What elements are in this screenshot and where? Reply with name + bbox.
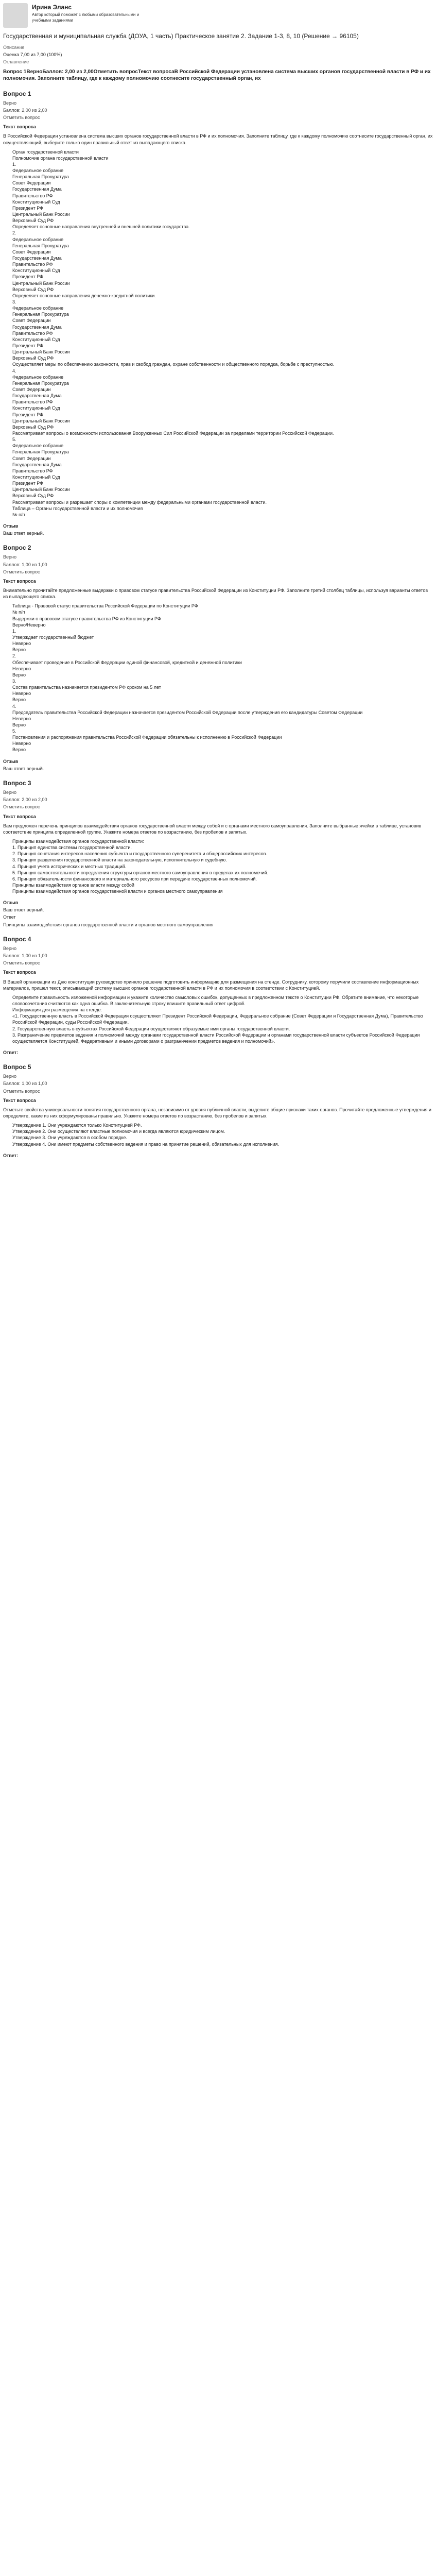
- q1-item[interactable]: Генеральная Прокуратура: [12, 449, 69, 455]
- answer-block: [3, 1049, 433, 1056]
- q2-item: Председатель правительства Российской Федерации назначается президентом Российской Федерации после утверждения его кандидатуры Советом Федерации: [12, 709, 363, 715]
- question-meta: [3, 1073, 433, 1094]
- question-3: [3, 779, 433, 928]
- question-meta: [3, 100, 433, 121]
- q1-item[interactable]: Верховный Суд РФ: [12, 286, 54, 292]
- q1-item[interactable]: Генеральная Прокуратура: [12, 174, 69, 180]
- q1-item: № п/п: [12, 512, 25, 517]
- q2-item[interactable]: Неверно: [12, 716, 31, 721]
- flag-question-link[interactable]: Отметить вопрос: [3, 804, 40, 810]
- q3-item: Принципы взаимодействия органов государственной власти и органов местного самоуправления: [12, 889, 223, 894]
- q3-item: 4. Принцип учета исторических и местных традиций.: [12, 863, 127, 869]
- question-status: Верно: [3, 554, 16, 560]
- q5-item: Утверждение 1. Они учреждаются только Конституцией РФ.: [12, 1123, 142, 1128]
- q1-item[interactable]: Государственная Дума: [12, 393, 62, 399]
- question-title: Вопрос 2: [3, 544, 31, 552]
- question-title: Вопрос 5: [3, 1063, 31, 1071]
- q2-item: 4.: [12, 703, 16, 709]
- q1-item[interactable]: Федеральное собрание: [12, 443, 64, 449]
- q1-item[interactable]: Центральный Банк России: [12, 487, 70, 493]
- q2-item: 3.: [12, 678, 16, 684]
- q1-item[interactable]: Правительство РФ: [12, 262, 53, 267]
- question-status: Верно: [3, 790, 16, 795]
- q1-item[interactable]: Центральный Банк России: [12, 212, 70, 217]
- flag-question-link[interactable]: Отметить вопрос: [3, 960, 40, 966]
- q1-item[interactable]: Государственная Дума: [12, 256, 62, 261]
- answer-label: Отзыв: [3, 900, 19, 906]
- answer-label: Отзыв: [3, 523, 19, 529]
- q2-item: Постановления и распоряжения правительства Российской Федерации обязательны к исполнению в Российской Федерации: [12, 735, 282, 740]
- q1-item[interactable]: Генеральная Прокуратура: [12, 380, 69, 386]
- q3-items: [3, 838, 433, 894]
- q2-item[interactable]: Неверно: [12, 741, 31, 747]
- q1-item[interactable]: Центральный Банк России: [12, 349, 70, 355]
- question-5: [3, 1063, 433, 1159]
- q1-item[interactable]: Президент РФ: [12, 481, 44, 486]
- q1-item: 4.: [12, 368, 16, 374]
- q5-item: Утверждение 2. Они осуществляют властные полномочия и всегда являются юридическим лицом.: [12, 1129, 225, 1134]
- q1-item[interactable]: Правительство РФ: [12, 193, 53, 198]
- q1-item[interactable]: Совет Федерации: [12, 318, 51, 324]
- question-text: [3, 969, 433, 1044]
- q2-item: Верно/Неверно: [12, 622, 46, 628]
- question-points: Баллов: 2,00 из 2,00: [3, 107, 47, 113]
- q2-item: Таблица - Правовой статус правительства Российской Федерации по Конституции РФ: [12, 603, 198, 609]
- answer-text: Ваш ответ верный.: [3, 766, 44, 771]
- answer-subheading: Ответ: [3, 914, 16, 920]
- q1-item[interactable]: Государственная Дума: [12, 324, 62, 330]
- author-info: [32, 3, 155, 24]
- question-text: [3, 814, 433, 895]
- q1-item: Орган государственной власти: [12, 149, 79, 155]
- q1-item[interactable]: Генеральная Прокуратура: [12, 243, 69, 248]
- q1-item: Таблица – Органы государственной власти и их полномочия: [12, 505, 143, 511]
- answer-block: [3, 1153, 433, 1159]
- answer-text: Ваш ответ верный.: [3, 907, 44, 913]
- q2-item: Утверждает государственный бюджет: [12, 634, 94, 640]
- author-tagline: Автор который поможет с любыми образовательными и учебными заданиями: [32, 12, 139, 23]
- q2-item: Выдержки о правовом статусе правительства РФ из Конституции РФ: [12, 616, 161, 621]
- q5-item: Утверждение 3. Они учреждаются в особом порядке.: [12, 1135, 127, 1141]
- question-prompt: В Вашей организации из Дню конституции руководство приняло решение подготовить информацию для размещения на стенде. Сотруднику, которому поручили составление информационных материалов, пришел текст, описывающий систему высших органов государственной власти в РФ и их полномочия в соответствии с Конституцией.: [3, 979, 419, 991]
- answer-block: [3, 758, 433, 772]
- q2-item: 5.: [12, 728, 16, 734]
- q1-item[interactable]: Совет Федерации: [12, 386, 51, 392]
- question-prompt: Вам предложен перечень принципов взаимодействия органов государственной власти между собой и с органами местного самоуправления. Заполните выбранные ячейки в таблице, установив соответствие принципа определенной группе. Укажите номера ответов по возрастанию, без пробелов и запятых.: [3, 823, 422, 835]
- q1-item[interactable]: Центральный Банк России: [12, 280, 70, 286]
- question-text: [3, 578, 433, 753]
- question-4: [3, 935, 433, 1056]
- question-status: Верно: [3, 1074, 16, 1079]
- flag-question-link[interactable]: Отметить вопрос: [3, 569, 40, 574]
- q1-item[interactable]: Правительство РФ: [12, 468, 53, 473]
- question-prompt: В Российской Федерации установлена система высших органов государственной власти в РФ и их полномочия. Заполните таблицу, где к каждому полномочию соотнесите государственный орган, их осуществляющий, выберите только один правильный ответ из выпадающего списка.: [3, 133, 433, 145]
- answer-block: [3, 523, 433, 536]
- page: [0, 0, 436, 1159]
- question-title: Вопрос 3: [3, 779, 31, 787]
- q1-item[interactable]: Правительство РФ: [12, 399, 53, 405]
- q4-item: «1. Государственную власть в Российской Федерации осуществляют Президент Российской Федерации, Федеральное собрание (Совет Федерации и Государственная Дума), Правительство Российской Федерации, суды Российской Федерации.: [12, 1013, 423, 1025]
- q2-item[interactable]: Верно: [12, 697, 26, 703]
- q2-item: Состав правительства назначается президентом РФ сроком на 5 лет: [12, 685, 161, 690]
- answer-label: Ответ:: [3, 1049, 19, 1055]
- question-text: [3, 1097, 433, 1147]
- flag-question-link[interactable]: Отметить вопрос: [3, 1088, 40, 1094]
- q1-item: 2.: [12, 230, 16, 236]
- question-meta: [3, 945, 433, 966]
- q1-item: 1.: [12, 161, 16, 167]
- score-line: Оценка 7,00 из 7,00 (100%): [3, 52, 62, 58]
- q2-item: 2.: [12, 653, 16, 659]
- meta-block: [3, 44, 433, 65]
- q2-item[interactable]: Верно: [12, 747, 26, 753]
- question-prompt: Внимательно прочитайте предложенные выдержки о правовом статусе правительства Российской Федерации из Конституции РФ. Заполните третий столбец таблицы, используя варианты ответов из выпадающего списка.: [3, 587, 428, 600]
- q1-item: Рассматривает вопросы о возможности использования Вооруженных Сил Российской Федерации за пределами территории Российской Федерации.: [12, 430, 334, 436]
- q2-item[interactable]: Неверно: [12, 641, 31, 647]
- q1-item: 3.: [12, 299, 16, 305]
- question-title: Вопрос 1: [3, 90, 31, 97]
- q1-item: Определяет основные направления денежно-кредитной политики.: [12, 293, 156, 298]
- q5-item: Утверждение 4. Они имеют предметы собственного ведения и право на принятие решений, обязательных для исполнения.: [12, 1141, 280, 1147]
- question-status: Верно: [3, 100, 16, 106]
- q2-item[interactable]: Неверно: [12, 666, 31, 671]
- q1-item[interactable]: Верховный Суд РФ: [12, 218, 54, 224]
- question-2: [3, 544, 433, 772]
- answer-block: [3, 900, 433, 928]
- question-title: Вопрос 4: [3, 935, 31, 943]
- q1-item[interactable]: Федеральное собрание: [12, 374, 64, 380]
- q4-item: 3. Разграничение предметов ведения и полномочий между органами государственной власти Российской Федерации и органами государственной власти субъектов Российской Федерации осуществляется Конституцией, Федеративным и иными договорами о разграничении предметов ведения и полномочий».: [12, 1032, 420, 1044]
- q1-item[interactable]: Президент РФ: [12, 205, 44, 211]
- q1-item[interactable]: Федеральное собрание: [12, 306, 64, 311]
- answer-label: Ответ:: [3, 1153, 19, 1158]
- author-name[interactable]: Ирина Эланс: [32, 4, 72, 11]
- q1-item[interactable]: Федеральное собрание: [12, 168, 64, 174]
- q1-item[interactable]: Центральный Банк России: [12, 418, 70, 423]
- q2-item: 1.: [12, 628, 16, 634]
- q3-item: 6. Принцип обязательности финансового и материального ресурсов при передаче государственных полномочий.: [12, 876, 257, 882]
- q1-item[interactable]: Государственная Дума: [12, 187, 62, 192]
- q1-item: Рассматривает вопросы и разрешает споры о компетенции между федеральными органами государственной власти.: [12, 499, 267, 505]
- q2-item[interactable]: Неверно: [12, 691, 31, 697]
- q1-item[interactable]: Федеральное собрание: [12, 236, 64, 242]
- q5-items: [3, 1122, 433, 1147]
- q3-item: Принципы взаимодействия органов государственной власти:: [12, 838, 144, 844]
- q4-item: Информация для размещения на стенде:: [12, 1007, 102, 1013]
- question-points: Баллов: 2,00 из 2,00: [3, 797, 47, 803]
- q1-item[interactable]: Президент РФ: [12, 412, 44, 417]
- q1-item[interactable]: Президент РФ: [12, 274, 44, 280]
- description-label: Описание: [3, 45, 25, 50]
- avatar[interactable]: [3, 3, 28, 28]
- mark-label: Оглавление: [3, 59, 29, 65]
- q1-item[interactable]: Совет Федерации: [12, 180, 51, 186]
- q3-item: 3. Принцип разделения государственной власти на законодательную, исполнительную и судебную.: [12, 857, 227, 863]
- q2-item: № п/п: [12, 609, 25, 615]
- q1-item: 5.: [12, 437, 16, 443]
- question-text-label: Текст вопроса: [3, 970, 36, 975]
- question-text-label: Текст вопроса: [3, 1097, 36, 1103]
- q1-item[interactable]: Государственная Дума: [12, 462, 62, 467]
- page-title: Государственная и муниципальная служба (ДОУА, 1 часть) Практическое занятие 2. Задание 1-3, 8, 10 (Решение → 96105): [3, 32, 359, 40]
- question-points: Баллов: 1,00 из 1,00: [3, 953, 47, 959]
- q1-item[interactable]: Верховный Суд РФ: [12, 493, 54, 499]
- q2-item[interactable]: Верно: [12, 672, 26, 677]
- q1-item[interactable]: Президент РФ: [12, 343, 44, 348]
- q3-item: 1. Принцип единства системы государственной власти.: [12, 845, 132, 851]
- q1-item[interactable]: Генеральная Прокуратура: [12, 312, 69, 317]
- q3-item: 5. Принцип самостоятельности определения структуры органов местного самоуправления в пределах их полномочий.: [12, 870, 269, 875]
- q1-item[interactable]: Совет Федерации: [12, 249, 51, 255]
- question-text: [3, 124, 433, 518]
- author-card: [3, 3, 433, 28]
- q1-item[interactable]: Конституционный Суд: [12, 268, 60, 274]
- q2-items: [3, 603, 433, 753]
- flag-question-link[interactable]: Отметить вопрос: [3, 115, 40, 121]
- answer-subtext: Принципы взаимодействия органов государственной власти и органов местного самоуправления: [3, 922, 214, 927]
- q1-item: Полномочие органа государственной власти: [12, 155, 109, 161]
- q1-item[interactable]: Правительство РФ: [12, 330, 53, 336]
- question-text-label: Текст вопроса: [3, 814, 36, 819]
- question-text-label: Текст вопроса: [3, 124, 36, 130]
- question-meta: [3, 554, 433, 574]
- question-text-label: Текст вопроса: [3, 578, 36, 584]
- question-prompt: Отметьте свойства универсальности понятия государственного органа, независимо от уровня публичной власти, выделите общие признаки таких органов. Прочитайте предложенные утверждения и определите, какие из них сформулированы правильно. Укажите номера ответов по возрастанию, без пробелов и запятых.: [3, 1107, 431, 1118]
- q1-item[interactable]: Конституционный Суд: [12, 199, 60, 205]
- q4-item: 2. Государственную власть в субъектах Российской Федерации осуществляют образуемые ими органы государственной власти.: [12, 1026, 290, 1031]
- q3-item: 2. Принцип сочетания интересов населения субъекта и государственного суверенитета и общероссийских интересов.: [12, 851, 267, 857]
- q1-item: Осуществляет меры по обеспечению законности, прав и свобод граждан, охране собственности и общественного порядка, борьбе с преступностью.: [12, 362, 335, 367]
- description-text: Вопрос 1ВерноБаллов: 2,00 из 2,00Отметить вопросТекст вопросаВ Российской Федерации установлена система высших органов государственной власти в РФ и их полномочия. Заполните таблицу, где к каждому полномочию соотнесите государственный орган, их: [3, 69, 431, 82]
- question-1: [3, 90, 433, 537]
- question-points: Баллов: 1,00 из 1,00: [3, 562, 47, 567]
- q1-item[interactable]: Конституционный Суд: [12, 405, 60, 411]
- q1-options-list: [3, 149, 433, 518]
- answer-text: Ваш ответ верный.: [3, 531, 44, 536]
- question-points: Баллов: 1,00 из 1,00: [3, 1081, 47, 1087]
- q4-item: Определите правильность изложенной информации и укажите количество смысловых ошибок, допущенных в предложенном тексте о Конституции РФ. Обратите внимание, что некоторые словосочетания считаются как одна ошибка. В заключительную строку впишите правильный ответ цифрой.: [12, 994, 419, 1006]
- q2-item[interactable]: Верно: [12, 722, 26, 727]
- q4-items: [3, 994, 433, 1044]
- answer-label: Отзыв: [3, 758, 19, 764]
- q2-item: Обеспечивает проведение в Российской Федерации единой финансовой, кредитной и денежной политики: [12, 659, 242, 665]
- q1-item: Определяет основные направления внутренней и внешней политики государства.: [12, 224, 190, 230]
- q1-item[interactable]: Совет Федерации: [12, 455, 51, 461]
- question-status: Верно: [3, 945, 16, 951]
- q1-item[interactable]: Верховный Суд РФ: [12, 424, 54, 430]
- q1-item[interactable]: Конституционный Суд: [12, 336, 60, 342]
- q3-item: Принципы взаимодействия органов власти между собой: [12, 882, 134, 888]
- q2-item[interactable]: Верно: [12, 647, 26, 653]
- question-meta: [3, 789, 433, 810]
- q1-item[interactable]: Конституционный Суд: [12, 474, 60, 480]
- q1-item[interactable]: Верховный Суд РФ: [12, 355, 54, 361]
